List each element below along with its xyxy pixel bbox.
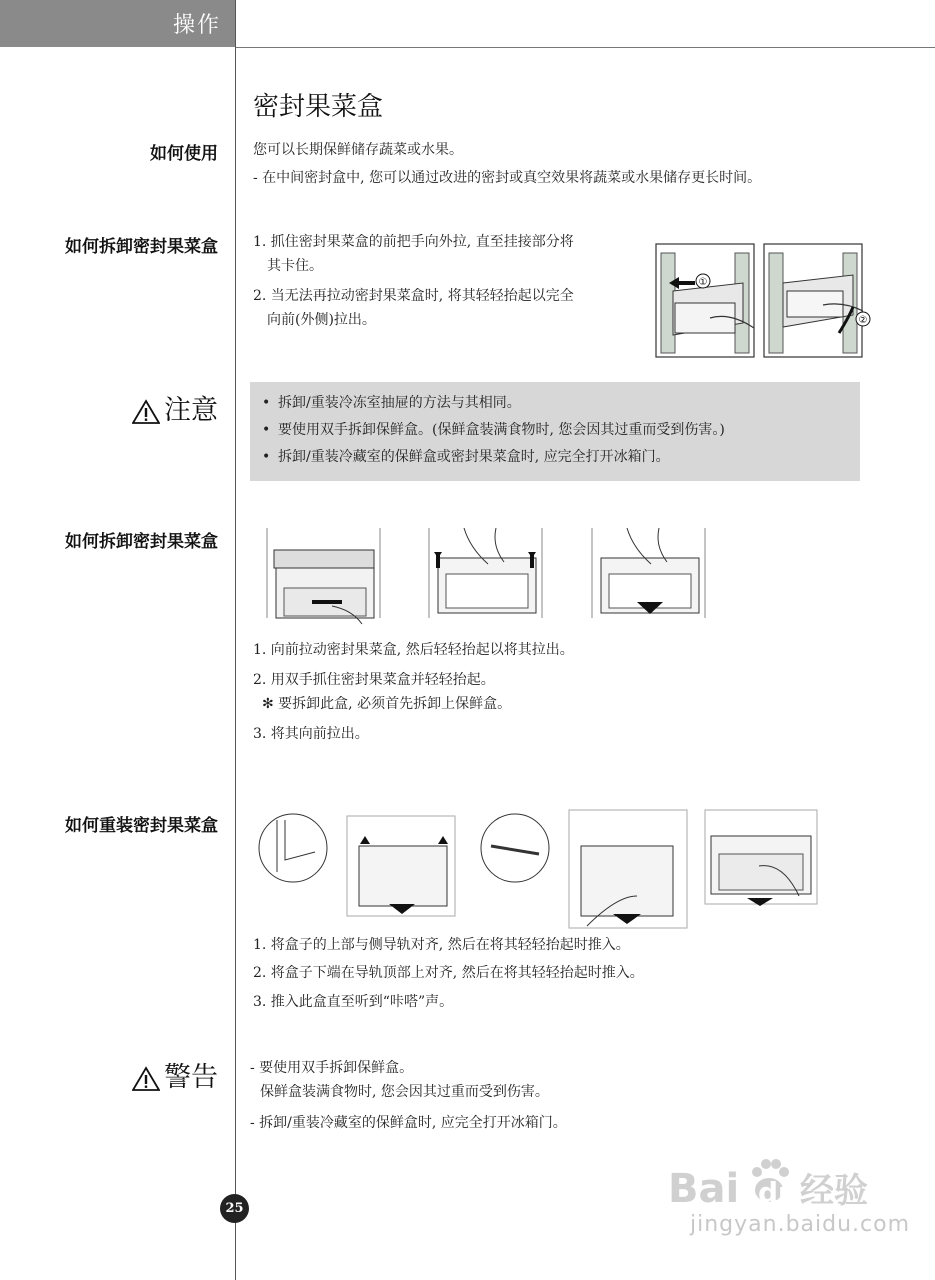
remove-drawer-label: 如何拆卸密封果菜盒 bbox=[65, 237, 218, 257]
remove-drawer-step-2b: 向前(外侧)拉出。 bbox=[267, 312, 376, 328]
watermark-text: 经验 bbox=[800, 1171, 868, 1211]
warning-line-3: - 拆卸/重装冷藏室的保鲜盒时, 应完全打开冰箱门。 bbox=[250, 1115, 567, 1131]
remove-box-step-2: 2. 用双手抓住密封果菜盒并轻轻抬起。 bbox=[253, 672, 495, 688]
section-header bbox=[0, 0, 235, 47]
remove-box-label: 如何拆卸密封果菜盒 bbox=[65, 532, 218, 552]
reinstall-step-3-figure bbox=[705, 810, 817, 906]
remove-drawer-step-1b: 其卡住。 bbox=[267, 258, 323, 274]
remove-box-step-3-figure bbox=[592, 528, 705, 618]
reinstall-step-2-figure bbox=[481, 810, 687, 928]
caution-heading bbox=[0, 388, 218, 427]
remove-drawer-step-1: 1. 抓住密封果菜盒的前把手向外拉, 直至挂接部分将 bbox=[253, 234, 574, 250]
how-to-use-label: 如何使用 bbox=[150, 144, 218, 164]
reinstall-label: 如何重装密封果菜盒 bbox=[65, 816, 218, 836]
how-to-use-line-1: 您可以长期保鲜储存蔬菜或水果。 bbox=[253, 142, 463, 158]
warning-line-2: 保鲜盒装满食物时, 您会因其过重而受到伤害。 bbox=[260, 1084, 549, 1100]
caution-item: • 拆卸/重装冷冻室抽屉的方法与其相同。 bbox=[278, 390, 860, 417]
caution-item: • 拆卸/重装冷藏室的保鲜盒或密封果菜盒时, 应完全打开冰箱门。 bbox=[278, 444, 860, 471]
page-number: 25 bbox=[220, 1194, 249, 1223]
drawer-pull-illustration bbox=[655, 243, 755, 358]
watermark-brand: Bai bbox=[668, 1166, 740, 1212]
remove-box-step-2-figure bbox=[429, 528, 542, 618]
caution-label: 注意 bbox=[164, 395, 218, 426]
marker-1: ① bbox=[698, 277, 708, 288]
warning-icon bbox=[132, 1066, 160, 1092]
remove-box-step-1-figure bbox=[267, 528, 380, 624]
reinstall-illustrations bbox=[255, 806, 823, 932]
drawer-lift-illustration bbox=[763, 243, 875, 358]
how-to-use-line-2: - 在中间密封盒中, 您可以通过改进的密封或真空效果将蔬菜或水果储存更长时间。 bbox=[253, 170, 762, 186]
caution-icon bbox=[132, 399, 160, 425]
remove-drawer-step-2: 2. 当无法再拉动密封果菜盒时, 将其轻轻抬起以完全 bbox=[253, 288, 574, 304]
page-title: 密封果菜盒 bbox=[253, 92, 384, 122]
caution-item: • 要使用双手拆卸保鲜盒。(保鲜盒装满食物时, 您会因其过重而受到伤害。) bbox=[278, 417, 860, 444]
remove-box-step-3: 3. 将其向前拉出。 bbox=[253, 726, 369, 742]
reinstall-step-1-figure bbox=[259, 814, 455, 916]
watermark-url: jingyan.baidu.com bbox=[690, 1212, 911, 1237]
marker-2: ② bbox=[858, 315, 868, 326]
reinstall-step-1: 1. 将盒子的上部与侧导轨对齐, 然后在将其轻轻抬起时推入。 bbox=[253, 937, 630, 953]
caution-box bbox=[250, 382, 860, 481]
watermark-brand-2: du bbox=[758, 1176, 798, 1209]
warning-line-1: - 要使用双手拆卸保鲜盒。 bbox=[250, 1060, 414, 1076]
remove-box-note: ✻ 要拆卸此盒, 必须首先拆卸上保鲜盒。 bbox=[262, 696, 512, 712]
section-title: 操作 bbox=[172, 13, 221, 38]
remove-box-step-1: 1. 向前拉动密封果菜盒, 然后轻轻抬起以将其拉出。 bbox=[253, 642, 574, 658]
margin-rule bbox=[235, 0, 236, 1280]
baidu-watermark bbox=[668, 1150, 883, 1212]
warning-label: 警告 bbox=[164, 1062, 218, 1093]
reinstall-step-2: 2. 将盒子下端在导轨顶部上对齐, 然后在将其轻轻抬起时推入。 bbox=[253, 965, 644, 981]
warning-heading bbox=[0, 1055, 218, 1094]
reinstall-step-3: 3. 推入此盒直至听到“咔嗒”声。 bbox=[253, 994, 454, 1010]
header-rule bbox=[235, 47, 935, 48]
remove-box-illustrations bbox=[262, 528, 722, 626]
